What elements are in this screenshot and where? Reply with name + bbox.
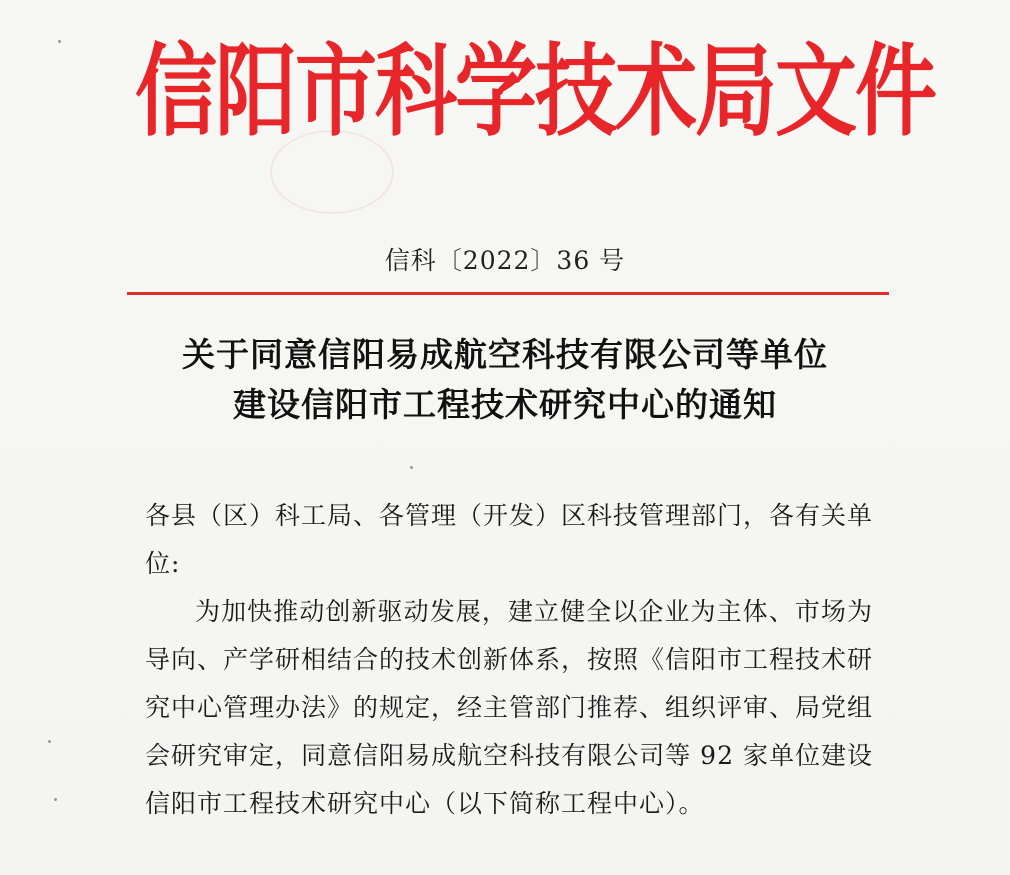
scan-speck <box>410 466 413 469</box>
document-number: 信科〔2022〕36 号 <box>384 246 626 275</box>
body-paragraph-1: 为加快推动创新驱动发展，建立健全以企业为主体、市场为导向、产学研相结合的技术创新体系，按照《信阳市工程技术研究中心管理办法》的规定，经主管部门推荐、组织评审、局党组会研究审定，同意信阳易成航空科技有限公司等 92 家单位建设信阳市工程技术研究中心（以下简称工程中心）。 <box>145 597 874 818</box>
issuing-authority-header: 信阳市科学技术局文件 <box>135 33 936 151</box>
notice-title-line-1: 关于同意信阳易成航空科技有限公司等单位 <box>182 335 828 374</box>
scan-speck <box>58 40 61 43</box>
document-body <box>145 492 873 828</box>
salutation: 各县（区）科工局、各管理（开发）区科技管理部门，各有关单位: <box>145 501 874 578</box>
notice-title-line-2: 建设信阳市工程技术研究中心的通知 <box>233 385 777 424</box>
scan-speck <box>54 798 57 801</box>
red-divider-line <box>127 292 889 295</box>
notice-title <box>0 330 1010 430</box>
scan-speck <box>48 740 51 743</box>
